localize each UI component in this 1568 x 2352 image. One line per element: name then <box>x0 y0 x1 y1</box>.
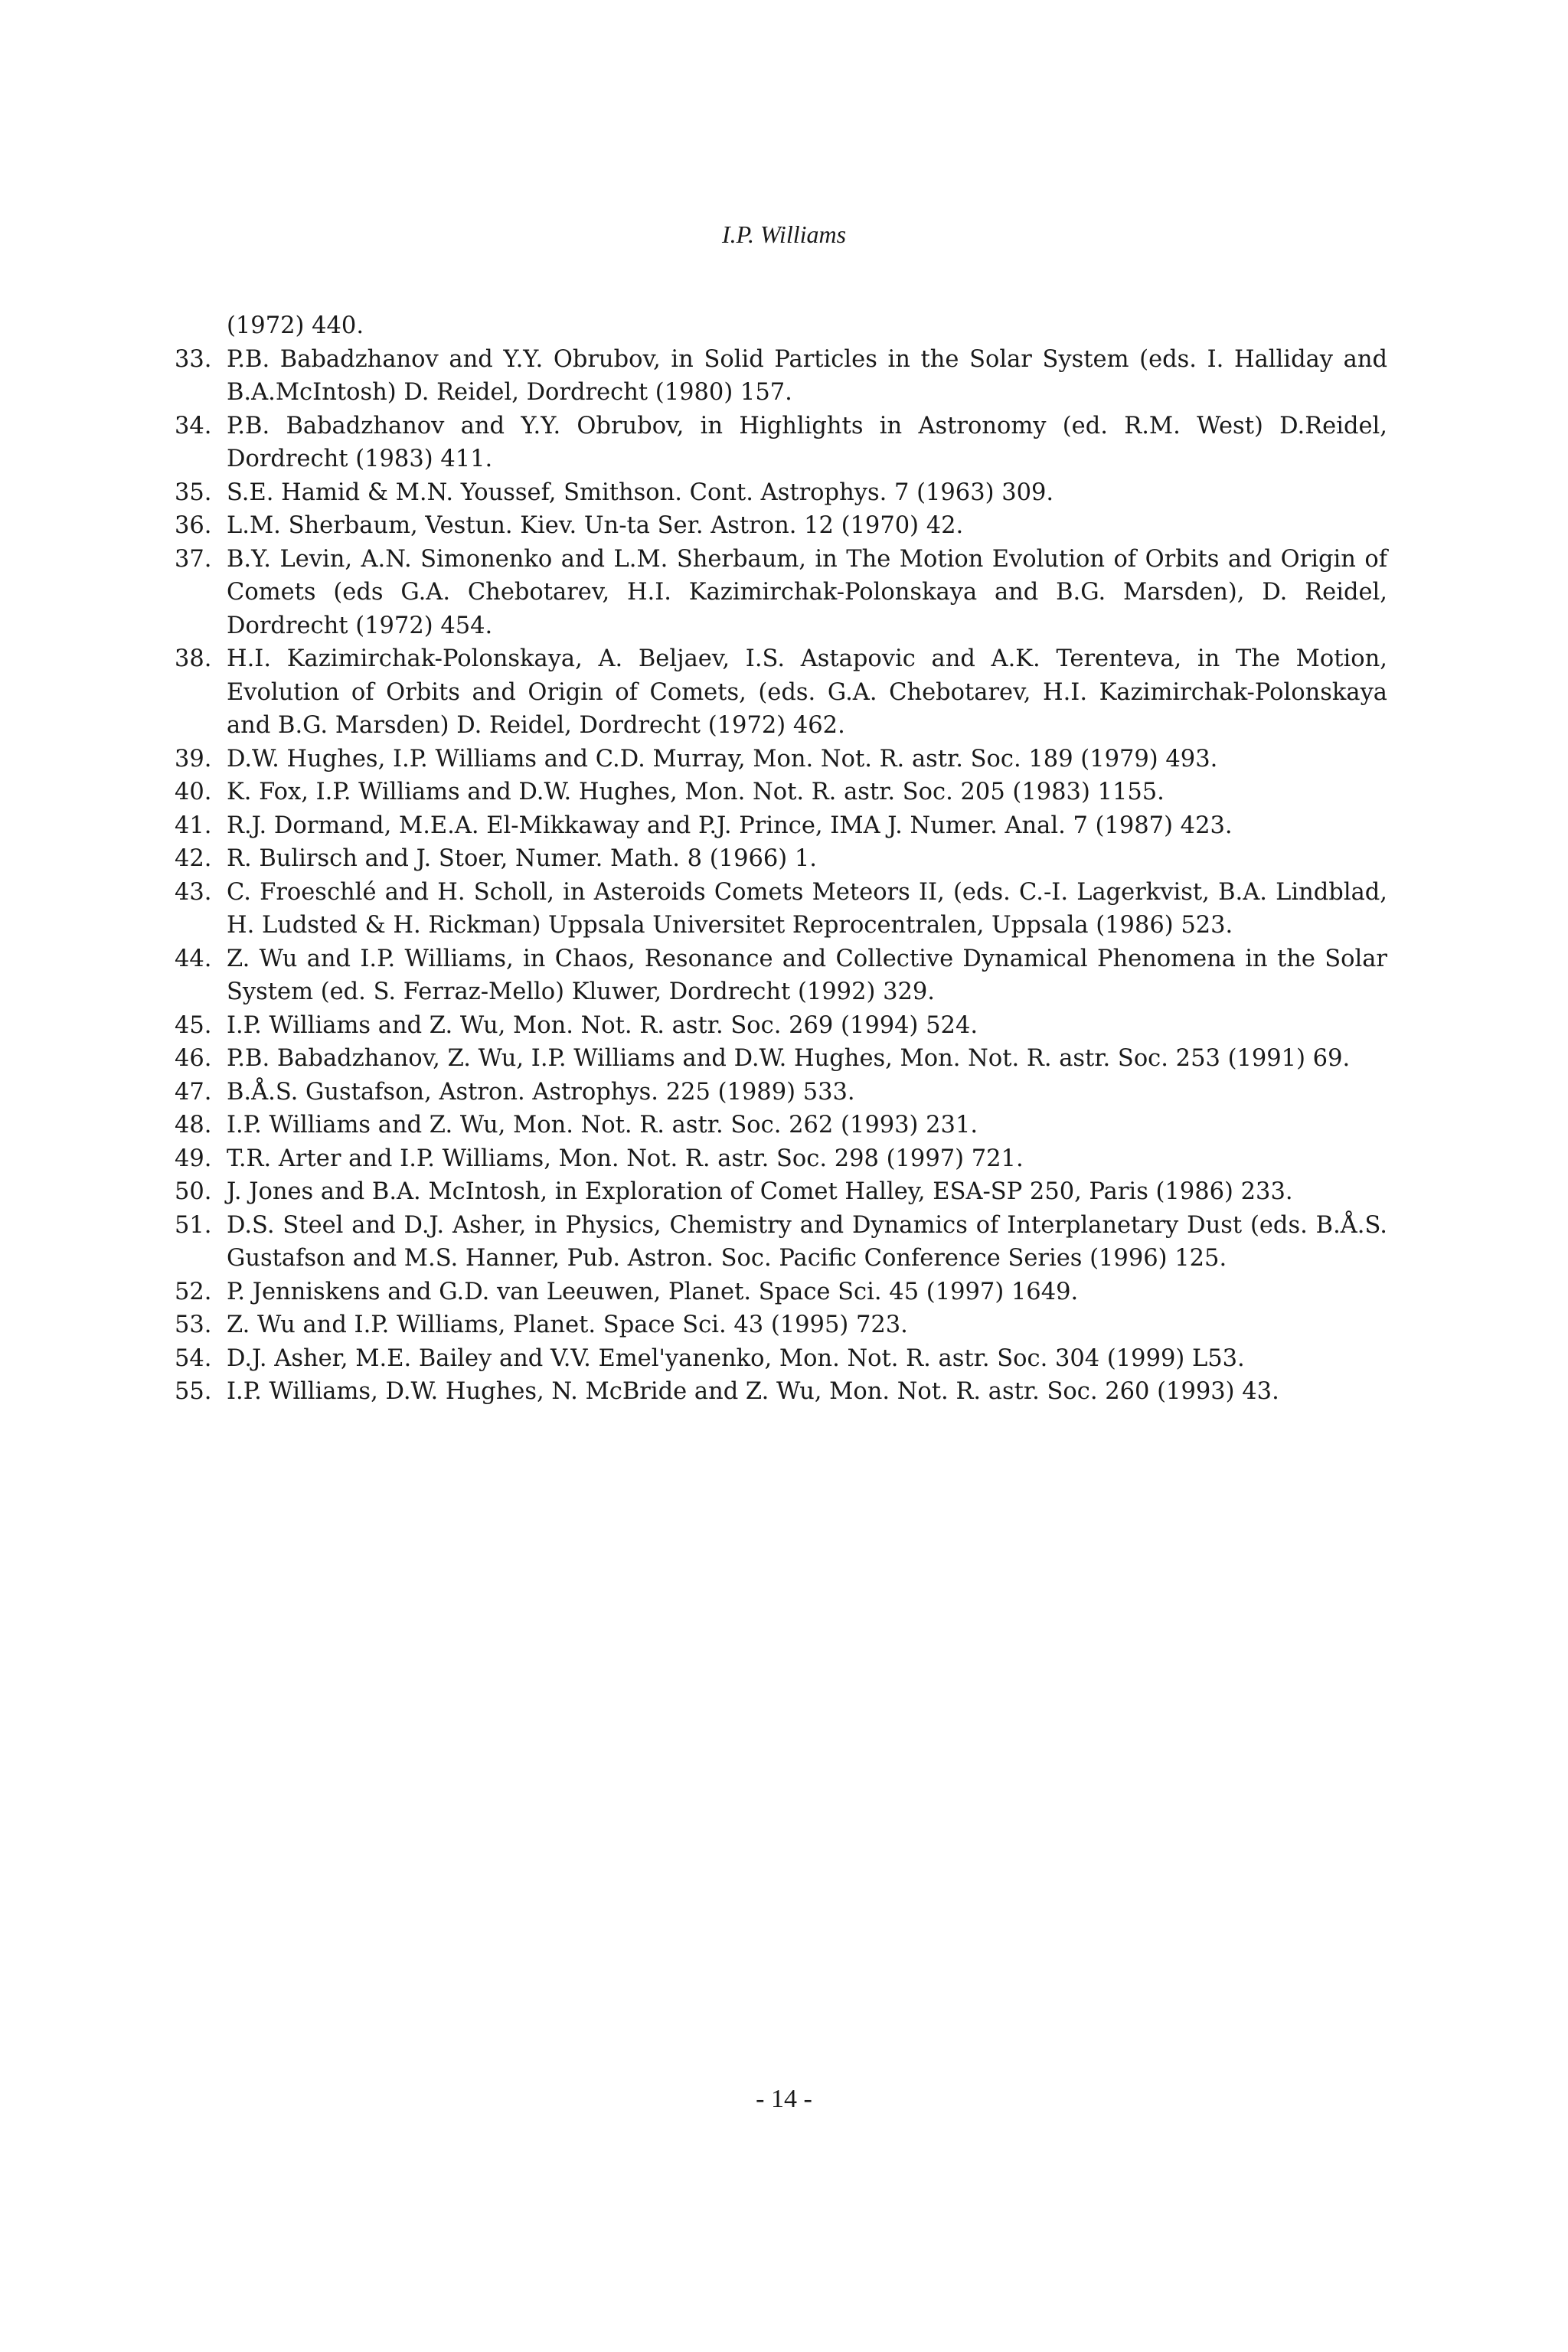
reference-text: P.B. Babadzhanov, Z. Wu, I.P. Williams and D.W. Hughes, Mon. Not. R. astr. Soc. 253 (1991) 69. <box>227 1045 1351 1072</box>
reference-text: I.P. Williams and Z. Wu, Mon. Not. R. astr. Soc. 269 (1994) 524. <box>227 1011 978 1039</box>
reference-number: 42. <box>175 845 212 872</box>
reference-text: P. Jenniskens and G.D. van Leeuwen, Planet. Space Sci. 45 (1997) 1649. <box>227 1278 1079 1305</box>
reference-item <box>175 476 1387 510</box>
reference-item <box>175 1209 1387 1276</box>
reference-text: S.E. Hamid & M.N. Youssef, Smithson. Cont. Astrophys. 7 (1963) 309. <box>227 479 1054 506</box>
reference-number: 50. <box>175 1178 212 1205</box>
reference-item <box>175 1076 1387 1109</box>
reference-item <box>175 876 1387 942</box>
reference-item <box>175 1042 1387 1076</box>
reference-text: B.Y. Levin, A.N. Simonenko and L.M. Sherbaum, in The Motion Evolution of Orbits and Origin of Comets (eds G.A. Chebotarev, H.I. Kazimirchak-Polonskaya and B.G. Marsden), D. Reidel, Dordrecht (1972) 454. <box>227 545 1387 639</box>
reference-text: P.B. Babadzhanov and Y.Y. Obrubov, in Solid Particles in the Solar System (eds. I. Halliday and B.A.McIntosh) D. Reidel, Dordrecht (1980) 157. <box>227 345 1387 406</box>
reference-number: 49. <box>175 1145 212 1172</box>
reference-item <box>175 509 1387 543</box>
page-number: - 14 - <box>756 2085 812 2113</box>
reference-text: R.J. Dormand, M.E.A. El-Mikkaway and P.J. Prince, IMA J. Numer. Anal. 7 (1987) 423. <box>227 812 1233 839</box>
reference-number: 41. <box>175 812 212 839</box>
reference-item <box>175 1375 1387 1409</box>
reference-number: 44. <box>175 945 212 972</box>
reference-continuation <box>178 309 1387 343</box>
reference-number: 46. <box>175 1045 212 1072</box>
reference-number: 55. <box>175 1378 212 1405</box>
reference-item <box>175 1308 1387 1342</box>
reference-item <box>175 942 1387 1009</box>
reference-number: 43. <box>175 878 212 906</box>
reference-item <box>175 543 1387 643</box>
reference-text: T.R. Arter and I.P. Williams, Mon. Not. R. astr. Soc. 298 (1997) 721. <box>227 1145 1024 1172</box>
reference-number: 54. <box>175 1344 212 1372</box>
reference-number: 40. <box>175 779 212 805</box>
reference-text: J. Jones and B.A. McIntosh, in Exploration of Comet Halley, ESA-SP 250, Paris (1986) 233. <box>227 1178 1293 1205</box>
reference-number: 39. <box>175 745 212 773</box>
reference-number: 45. <box>175 1011 212 1039</box>
reference-continuation-text: (1972) 440. <box>227 312 364 339</box>
reference-number: 47. <box>175 1078 212 1106</box>
reference-item <box>175 1276 1387 1309</box>
reference-number: 38. <box>175 645 212 672</box>
reference-item <box>175 410 1387 476</box>
reference-item <box>175 642 1387 743</box>
reference-text: D.S. Steel and D.J. Asher, in Physics, Chemistry and Dynamics of Interplanetary Dust (eds. B.Å.S. Gustafson and M.S. Hanner, Pub. Astron. Soc. Pacific Conference Series (1996) 125. <box>227 1211 1387 1272</box>
reference-item <box>175 809 1387 843</box>
reference-text: Z. Wu and I.P. Williams, Planet. Space Sci. 43 (1995) 723. <box>227 1312 908 1338</box>
reference-text: L.M. Sherbaum, Vestun. Kiev. Un-ta Ser. Astron. 12 (1970) 42. <box>227 512 964 539</box>
reference-list <box>175 309 1387 1409</box>
reference-text: D.J. Asher, M.E. Bailey and V.V. Emel'yanenko, Mon. Not. R. astr. Soc. 304 (1999) L53. <box>227 1344 1245 1372</box>
reference-item <box>175 842 1387 876</box>
reference-text: I.P. Williams, D.W. Hughes, N. McBride and Z. Wu, Mon. Not. R. astr. Soc. 260 (1993) 43. <box>227 1378 1279 1405</box>
reference-text: K. Fox, I.P. Williams and D.W. Hughes, Mon. Not. R. astr. Soc. 205 (1983) 1155. <box>227 779 1165 805</box>
reference-text: C. Froeschlé and H. Scholl, in Asteroids Comets Meteors II, (eds. C.-I. Lagerkvist, B.A. Lindblad, H. Ludsted & H. Rickman) Uppsala Universitet Reprocentralen, Uppsala (1986) 523. <box>227 878 1387 939</box>
reference-text: R. Bulirsch and J. Stoer, Numer. Math. 8 (1966) 1. <box>227 845 817 872</box>
reference-text: B.Å.S. Gustafson, Astron. Astrophys. 225 (1989) 533. <box>227 1078 855 1106</box>
reference-item <box>175 776 1387 809</box>
running-header: I.P. Williams <box>721 220 847 248</box>
reference-number: 33. <box>175 345 212 373</box>
reference-item <box>175 1342 1387 1376</box>
reference-number: 36. <box>175 512 212 539</box>
reference-number: 53. <box>175 1312 212 1338</box>
reference-item <box>175 743 1387 776</box>
reference-number: 52. <box>175 1278 212 1305</box>
reference-text: I.P. Williams and Z. Wu, Mon. Not. R. astr. Soc. 262 (1993) 231. <box>227 1112 978 1138</box>
reference-number: 51. <box>175 1211 212 1239</box>
reference-item <box>175 1009 1387 1043</box>
reference-item <box>175 1175 1387 1209</box>
reference-item <box>175 1109 1387 1142</box>
reference-item <box>175 343 1387 410</box>
reference-item <box>175 1142 1387 1176</box>
reference-text: Z. Wu and I.P. Williams, in Chaos, Resonance and Collective Dynamical Phenomena in the Solar System (ed. S. Ferraz-Mello) Kluwer, Dordrecht (1992) 329. <box>227 945 1387 1005</box>
reference-number: 35. <box>175 479 212 506</box>
reference-number: 37. <box>175 545 212 573</box>
reference-number: 34. <box>175 412 212 439</box>
reference-text: P.B. Babadzhanov and Y.Y. Obrubov, in Highlights in Astronomy (ed. R.M. West) D.Reidel, Dordrecht (1983) 411. <box>227 412 1387 472</box>
reference-number: 48. <box>175 1112 212 1138</box>
reference-text: H.I. Kazimirchak-Polonskaya, A. Beljaev, I.S. Astapovic and A.K. Terenteva, in The Motion, Evolution of Orbits and Origin of Comets, (eds. G.A. Chebotarev, H.I. Kazimirchak-Polonskaya and B.G. Marsden) D. Reidel, Dordrecht (1972) 462. <box>227 645 1387 739</box>
reference-text: D.W. Hughes, I.P. Williams and C.D. Murray, Mon. Not. R. astr. Soc. 189 (1979) 493. <box>227 745 1218 773</box>
